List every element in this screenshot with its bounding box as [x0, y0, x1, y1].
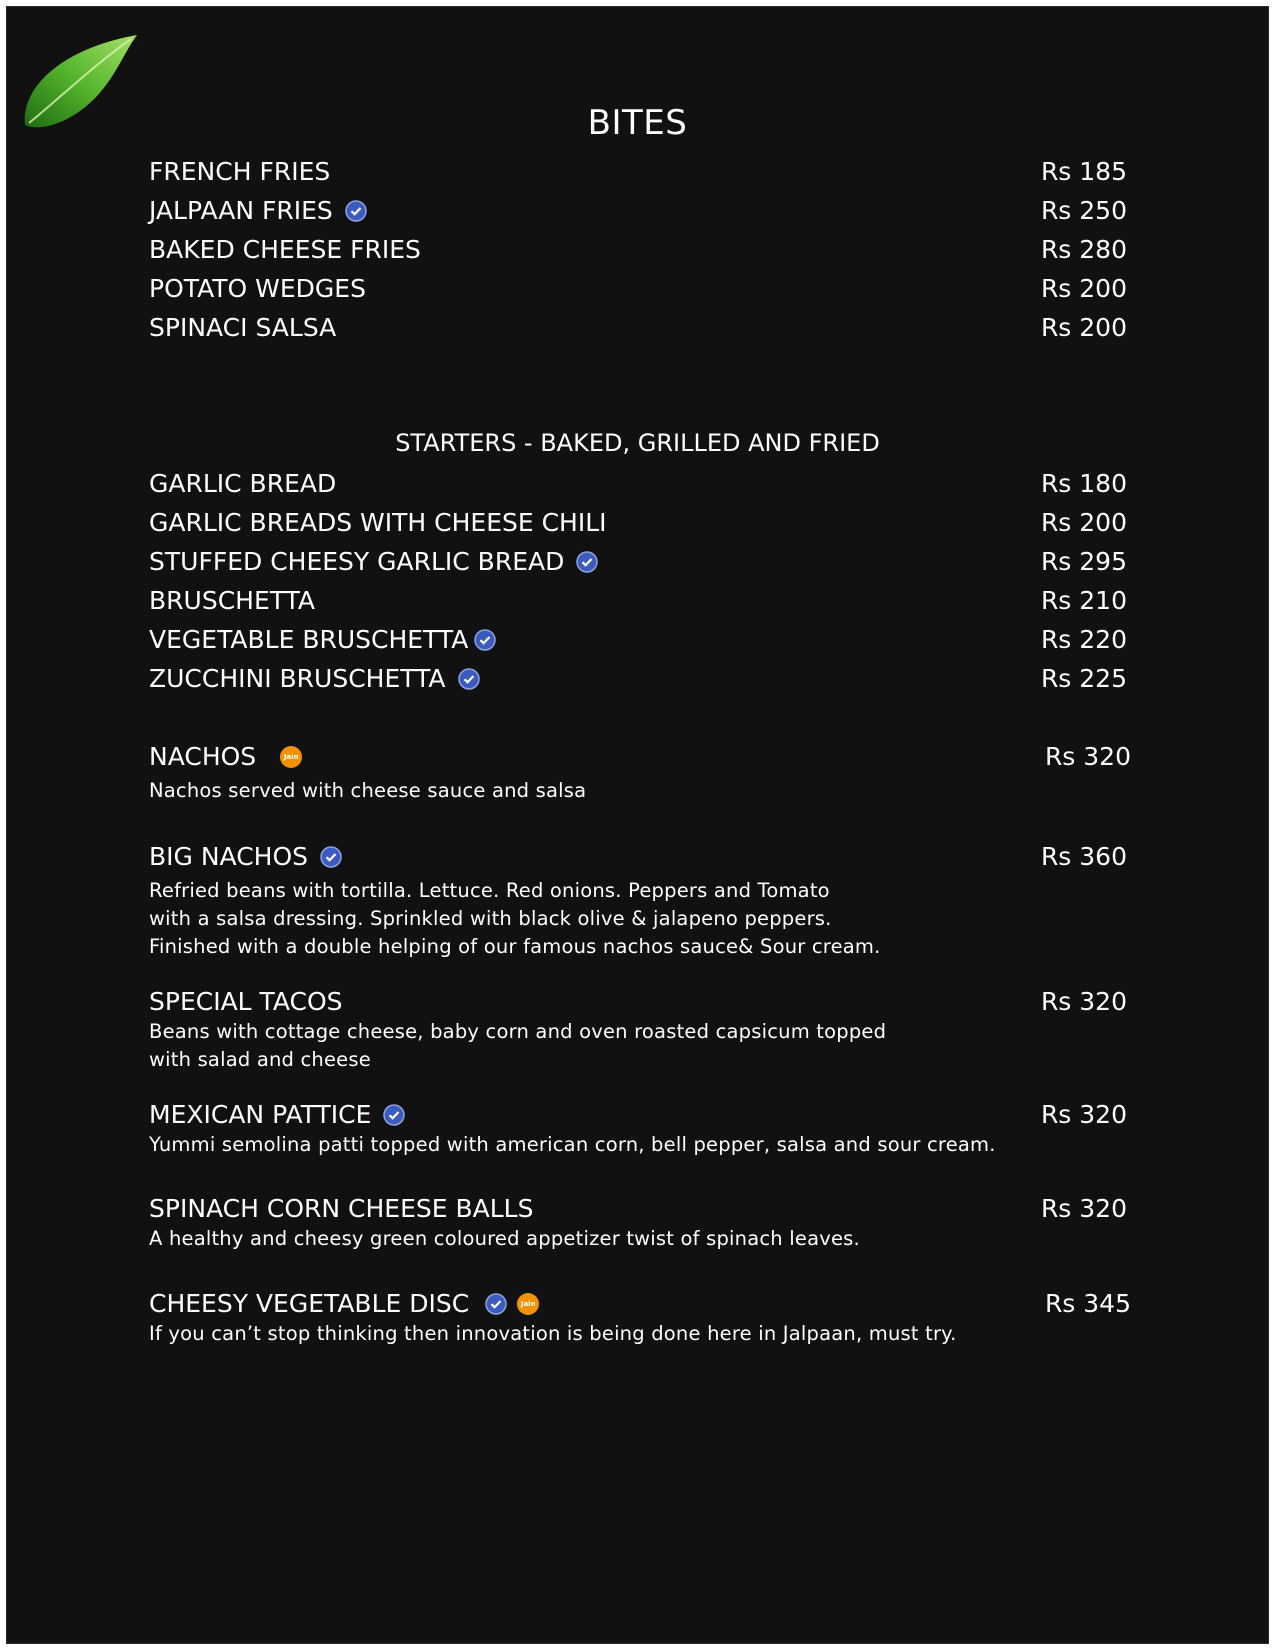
- verified-badge-icon: [458, 668, 480, 690]
- item-description: [149, 1131, 1029, 1159]
- item-description: [149, 1018, 1029, 1074]
- item-name: GARLIC BREADS WITH CHEESE CHILI: [149, 508, 607, 537]
- item-price: Rs 200: [1040, 508, 1127, 537]
- item-price: Rs 250: [1040, 196, 1127, 225]
- menu-item: [149, 233, 1127, 267]
- description-line: Refried beans with tortilla. Lettuce. Red onions. Peppers and Tomato: [149, 879, 830, 902]
- menu-item: [149, 584, 1127, 618]
- description-line: If you can’t stop thinking then innovation is being done here in Jalpaan, must try.: [149, 1322, 957, 1345]
- item-name: GARLIC BREAD: [149, 469, 337, 498]
- item-name: MEXICAN PATTICE: [149, 1100, 372, 1129]
- item-name: POTATO WEDGES: [149, 274, 366, 303]
- item-price: Rs 295: [1040, 547, 1127, 576]
- description-line: with salad and cheese: [149, 1048, 371, 1071]
- menu-item: [149, 662, 1127, 696]
- item-price: Rs 210: [1040, 586, 1127, 615]
- item-price: Rs 360: [1040, 842, 1127, 871]
- menu-item: [149, 194, 1127, 228]
- menu-item: [149, 155, 1127, 189]
- item-name-wrap: [149, 194, 367, 228]
- item-name-wrap: [149, 740, 302, 774]
- item-name: SPINACI SALSA: [149, 313, 337, 342]
- menu-item: [149, 623, 1127, 657]
- item-name-wrap: [149, 1098, 405, 1132]
- item-description: [149, 1320, 1029, 1348]
- item-name: SPECIAL TACOS: [149, 987, 343, 1016]
- menu-item: [149, 740, 1131, 774]
- verified-badge-icon: [576, 551, 598, 573]
- item-name: SPINACH CORN CHEESE BALLS: [149, 1194, 534, 1223]
- menu-item: [149, 272, 1127, 306]
- item-name: BIG NACHOS: [149, 842, 309, 871]
- item-description: [149, 1225, 1029, 1253]
- item-price: Rs 180: [1040, 469, 1127, 498]
- item-price: Rs 320: [1040, 1194, 1127, 1223]
- menu-item: [149, 840, 1127, 874]
- item-price: Rs 320: [1044, 742, 1131, 771]
- menu-item: [149, 1098, 1127, 1132]
- item-price: Rs 225: [1040, 664, 1127, 693]
- description-line: Nachos served with cheese sauce and salsa: [149, 779, 587, 802]
- menu-item: [149, 506, 1127, 540]
- description-line: Yummi semolina patti topped with american corn, bell pepper, salsa and sour cream.: [149, 1133, 996, 1156]
- verified-badge-icon: [320, 846, 342, 868]
- item-name: BAKED CHEESE FRIES: [149, 235, 421, 264]
- item-name-wrap: [149, 840, 342, 874]
- item-description: [149, 877, 1029, 961]
- verified-badge-icon: [345, 200, 367, 222]
- menu-item: [149, 1192, 1127, 1226]
- item-price: Rs 345: [1044, 1289, 1131, 1318]
- item-name: STUFFED CHEESY GARLIC BREAD: [149, 547, 565, 576]
- item-description: [149, 777, 1029, 805]
- description-line: with a salsa dressing. Sprinkled with black olive & jalapeno peppers.: [149, 907, 832, 930]
- menu-item: [149, 545, 1127, 579]
- item-price: Rs 220: [1040, 625, 1127, 654]
- description-line: A healthy and cheesy green coloured appetizer twist of spinach leaves.: [149, 1227, 860, 1250]
- verified-badge-icon: [485, 1293, 507, 1315]
- menu-item: [149, 1287, 1131, 1321]
- jain-badge-icon: Jain: [517, 1293, 539, 1315]
- menu-item: [149, 985, 1127, 1019]
- item-price: Rs 280: [1040, 235, 1127, 264]
- item-price: Rs 200: [1040, 274, 1127, 303]
- item-price: Rs 320: [1040, 987, 1127, 1016]
- menu-page: [6, 6, 1269, 1644]
- item-name-wrap: [149, 545, 598, 579]
- jain-badge-icon: Jain: [280, 746, 302, 768]
- starters-heading: STARTERS - BAKED, GRILLED AND FRIED: [395, 429, 880, 457]
- description-line: Finished with a double helping of our famous nachos sauce& Sour cream.: [149, 935, 881, 958]
- verified-badge-icon: [474, 629, 496, 651]
- bites-heading: BITES: [587, 103, 688, 143]
- item-name-wrap: [149, 662, 480, 696]
- item-name: ZUCCHINI BRUSCHETTA: [149, 664, 446, 693]
- item-name: BRUSCHETTA: [149, 586, 316, 615]
- menu-item: [149, 467, 1127, 501]
- item-name-wrap: [149, 1287, 539, 1321]
- item-price: Rs 185: [1040, 157, 1127, 186]
- item-name: JALPAAN FRIES: [149, 196, 333, 225]
- description-line: Beans with cottage cheese, baby corn and oven roasted capsicum topped: [149, 1020, 887, 1043]
- item-name: NACHOS: [149, 742, 257, 771]
- item-price: Rs 200: [1040, 313, 1127, 342]
- menu-item: [149, 311, 1127, 345]
- verified-badge-icon: [383, 1104, 405, 1126]
- item-name: CHEESY VEGETABLE DISC: [149, 1289, 470, 1318]
- item-name-wrap: [149, 623, 496, 657]
- item-name: VEGETABLE BRUSCHETTA: [149, 625, 469, 654]
- item-price: Rs 320: [1040, 1100, 1127, 1129]
- item-name: FRENCH FRIES: [149, 157, 331, 186]
